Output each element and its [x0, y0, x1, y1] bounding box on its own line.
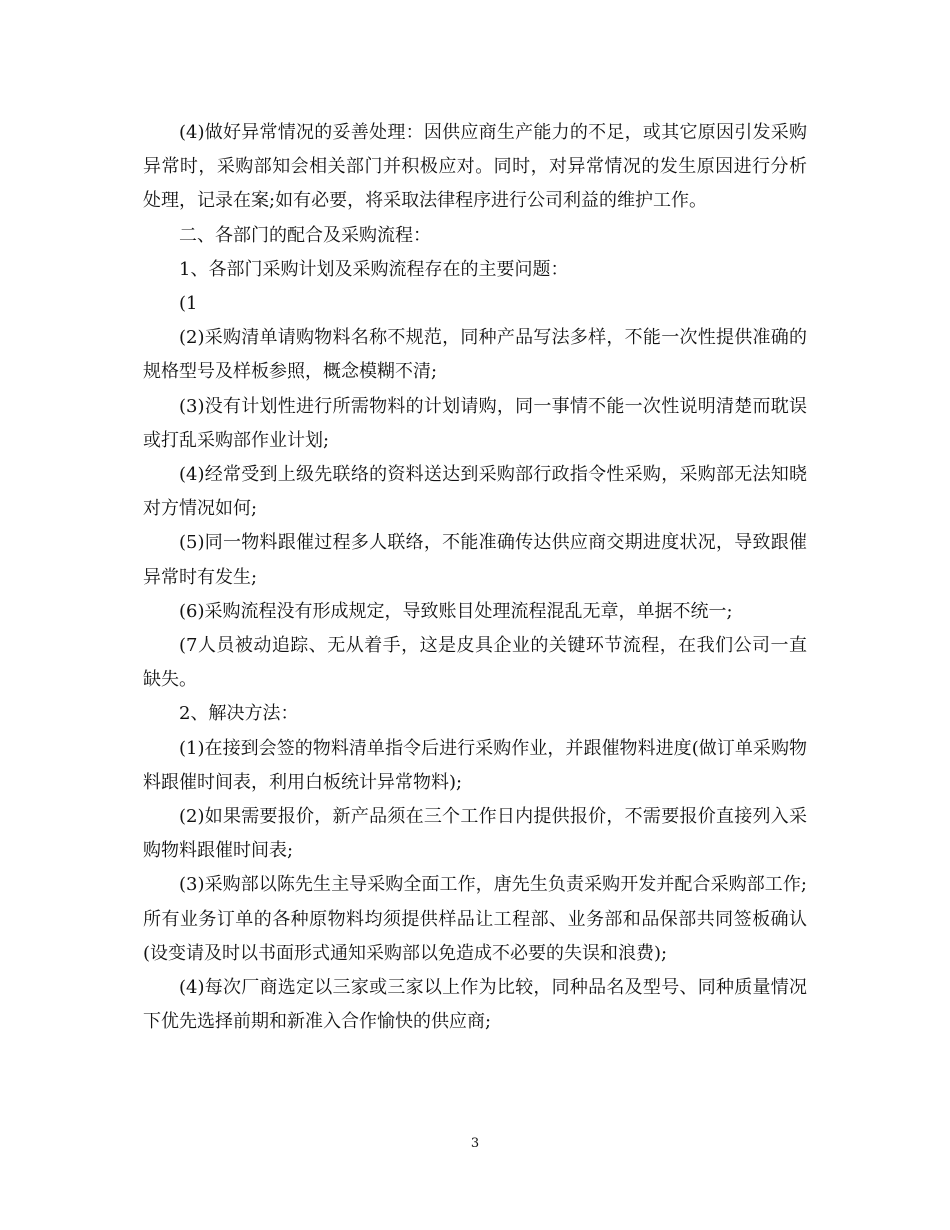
document-body [143, 116, 807, 1039]
heading-main-problems: 1、各部门采购计划及采购流程存在的主要问题： [179, 258, 569, 280]
paragraph-item-5: (5)同一物料跟催过程多人联络，不能准确传达供应商交期进度状况，导致跟催异常时有发生; [143, 532, 807, 588]
paragraph-solution-3: (3)采购部以陈先生主导采购全面工作，唐先生负责采购开发并配合采购部工作;所有业务订单的各种原物料均须提供样品让工程部、业务部和品保部共同签板确认(设变请及时以书面形式通知采购部以免造成不必要的失误和浪费); [143, 874, 807, 964]
paragraph-item-1: (1 [179, 293, 198, 315]
paragraph-item-7: (7人员被动追踪、无从着手，这是皮具企业的关键环节流程，在我们公司一直缺失。 [143, 635, 807, 691]
paragraph-abnormal-handling: (4)做好异常情况的妥善处理：因供应商生产能力的不足，或其它原因引发采购异常时，采购部知会相关部门并积极应对。同时，对异常情况的发生原因进行分析处理，记录在案;如有必要，将采取法律程序进行公司利益的维护工作。 [143, 122, 807, 212]
heading-solutions: 2、解决方法： [179, 703, 299, 725]
paragraph-item-4: (4)经常受到上级先联络的资料送达到采购部行政指令性采购，采购部无法知晓对方情况如何; [143, 464, 807, 520]
paragraph-item-3: (3)没有计划性进行所需物料的计划请购，同一事情不能一次性说明清楚而耽误或打乱采购部作业计划; [143, 395, 807, 451]
paragraph-item-2: (2)采购清单请购物料名称不规范，同种产品写法多样，不能一次性提供准确的规格型号及样板参照，概念模糊不清; [143, 327, 807, 383]
paragraph-solution-2: (2)如果需要报价，新产品须在三个工作日内提供报价，不需要报价直接列入采购物料跟催时间表; [143, 806, 807, 862]
page-number: 3 [470, 1136, 480, 1151]
paragraph-solution-4: (4)每次厂商选定以三家或三家以上作为比较，同种品名及型号、同种质量情况下优先选择前期和新准入合作愉快的供应商; [143, 977, 807, 1033]
paragraph-solution-1: (1)在接到会签的物料清单指令后进行采购作业，并跟催物料进度(做订单采购物料跟催时间表，利用白板统计异常物料); [143, 737, 807, 793]
heading-cooperation-process: 二、各部门的配合及采购流程： [179, 224, 431, 246]
paragraph-item-6: (6)采购流程没有形成规定，导致账目处理流程混乱无章，单据不统一; [179, 600, 733, 622]
